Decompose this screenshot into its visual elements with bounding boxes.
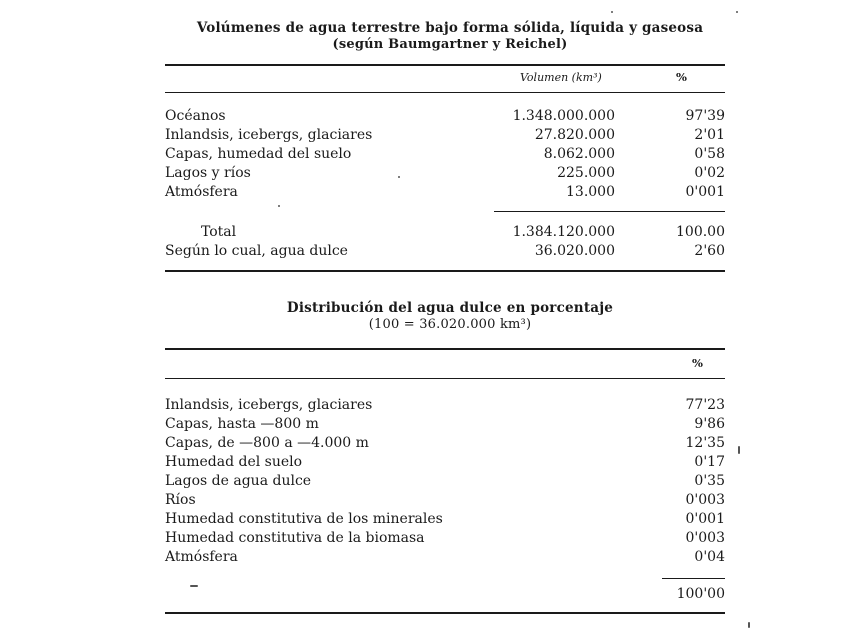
row-label: Ríos <box>165 492 196 508</box>
table1-col-percent: % <box>676 70 687 84</box>
row-percent: 9'86 <box>694 416 725 432</box>
row-percent: 0'35 <box>694 473 725 489</box>
row-percent: 2'01 <box>694 127 725 143</box>
table-row <box>165 452 725 472</box>
scan-speck <box>736 11 738 13</box>
fresh-percent: 2'60 <box>694 243 725 259</box>
table1-header-rule <box>165 92 725 93</box>
row-label: Lagos de agua dulce <box>165 473 312 489</box>
table-row <box>165 471 725 491</box>
row-label: Capas, de —800 a —4.000 m <box>165 435 369 451</box>
row-label: Inlandsis, icebergs, glaciares <box>165 127 373 143</box>
table-row-total <box>165 222 725 242</box>
table2-sum-rule <box>662 578 725 579</box>
table2-bottom-rule <box>165 612 725 614</box>
table2-top-rule <box>165 348 725 350</box>
table2-col-percent: % <box>692 356 703 370</box>
scan-speck <box>748 622 750 628</box>
row-percent: 0'003 <box>685 492 725 508</box>
table1-top-rule <box>165 64 725 66</box>
row-volume: 13.000 <box>566 184 615 200</box>
table1-subtitle: (según Baumgartner y Reichel) <box>332 37 568 52</box>
table-row <box>165 490 725 510</box>
total-percent: 100'00 <box>676 586 725 602</box>
row-volume: 8.062.000 <box>543 146 615 162</box>
row-label: Humedad del suelo <box>165 454 303 470</box>
row-percent: 97'39 <box>685 108 725 124</box>
table1-bottom-rule <box>165 270 725 272</box>
total-volume: 1.384.120.000 <box>512 224 615 240</box>
table-row <box>165 528 725 548</box>
table-row <box>165 395 725 415</box>
table-row <box>165 144 725 164</box>
row-volume: 225.000 <box>557 165 615 181</box>
row-label: Capas, hasta —800 m <box>165 416 319 432</box>
table-row <box>165 106 725 126</box>
table-row-total <box>165 584 725 604</box>
row-label: Humedad constitutiva de los minerales <box>165 511 443 527</box>
scan-speck <box>278 205 280 207</box>
row-label: Océanos <box>165 108 226 124</box>
total-label: Total <box>201 224 237 240</box>
table1-col-volume: Volumen (km³) <box>520 71 602 84</box>
row-label: Capas, humedad del suelo <box>165 146 352 162</box>
row-percent: 12'35 <box>685 435 725 451</box>
fresh-label: Según lo cual, agua dulce <box>165 243 348 259</box>
row-volume: 1.348.000.000 <box>512 108 615 124</box>
row-label: Atmósfera <box>165 549 238 565</box>
row-label: Inlandsis, icebergs, glaciares <box>165 397 373 413</box>
scan-speck <box>738 446 740 454</box>
scan-speck <box>190 585 198 587</box>
table-row <box>165 125 725 145</box>
table1-sum-rule <box>494 211 725 212</box>
row-percent: 0'02 <box>694 165 725 181</box>
row-label: Humedad constitutiva de la biomasa <box>165 530 425 546</box>
row-label: Lagos y ríos <box>165 165 251 181</box>
table-row <box>165 414 725 434</box>
table-row <box>165 509 725 529</box>
table-row <box>165 547 725 567</box>
row-percent: 0'17 <box>694 454 725 470</box>
scan-speck <box>398 176 400 178</box>
row-volume: 27.820.000 <box>534 127 615 143</box>
table-row <box>165 182 725 202</box>
table-row <box>165 163 725 183</box>
table-row <box>165 433 725 453</box>
table-row-fresh-water <box>165 241 725 261</box>
total-percent: 100.00 <box>676 224 725 240</box>
table2-header-rule <box>165 378 725 379</box>
row-percent: 0'58 <box>694 146 725 162</box>
table1-title: Volúmenes de agua terrestre bajo forma sólida, líquida y gaseosa <box>196 20 704 36</box>
table2-subtitle: (100 = 36.020.000 km³) <box>368 317 532 332</box>
row-percent: 0'04 <box>694 549 725 565</box>
table2-title: Distribución del agua dulce en porcentaje <box>286 300 614 316</box>
fresh-volume: 36.020.000 <box>534 243 615 259</box>
scan-speck <box>611 11 613 13</box>
row-percent: 0'001 <box>685 184 725 200</box>
row-label: Atmósfera <box>165 184 238 200</box>
row-percent: 77'23 <box>685 397 725 413</box>
row-percent: 0'003 <box>685 530 725 546</box>
row-percent: 0'001 <box>685 511 725 527</box>
